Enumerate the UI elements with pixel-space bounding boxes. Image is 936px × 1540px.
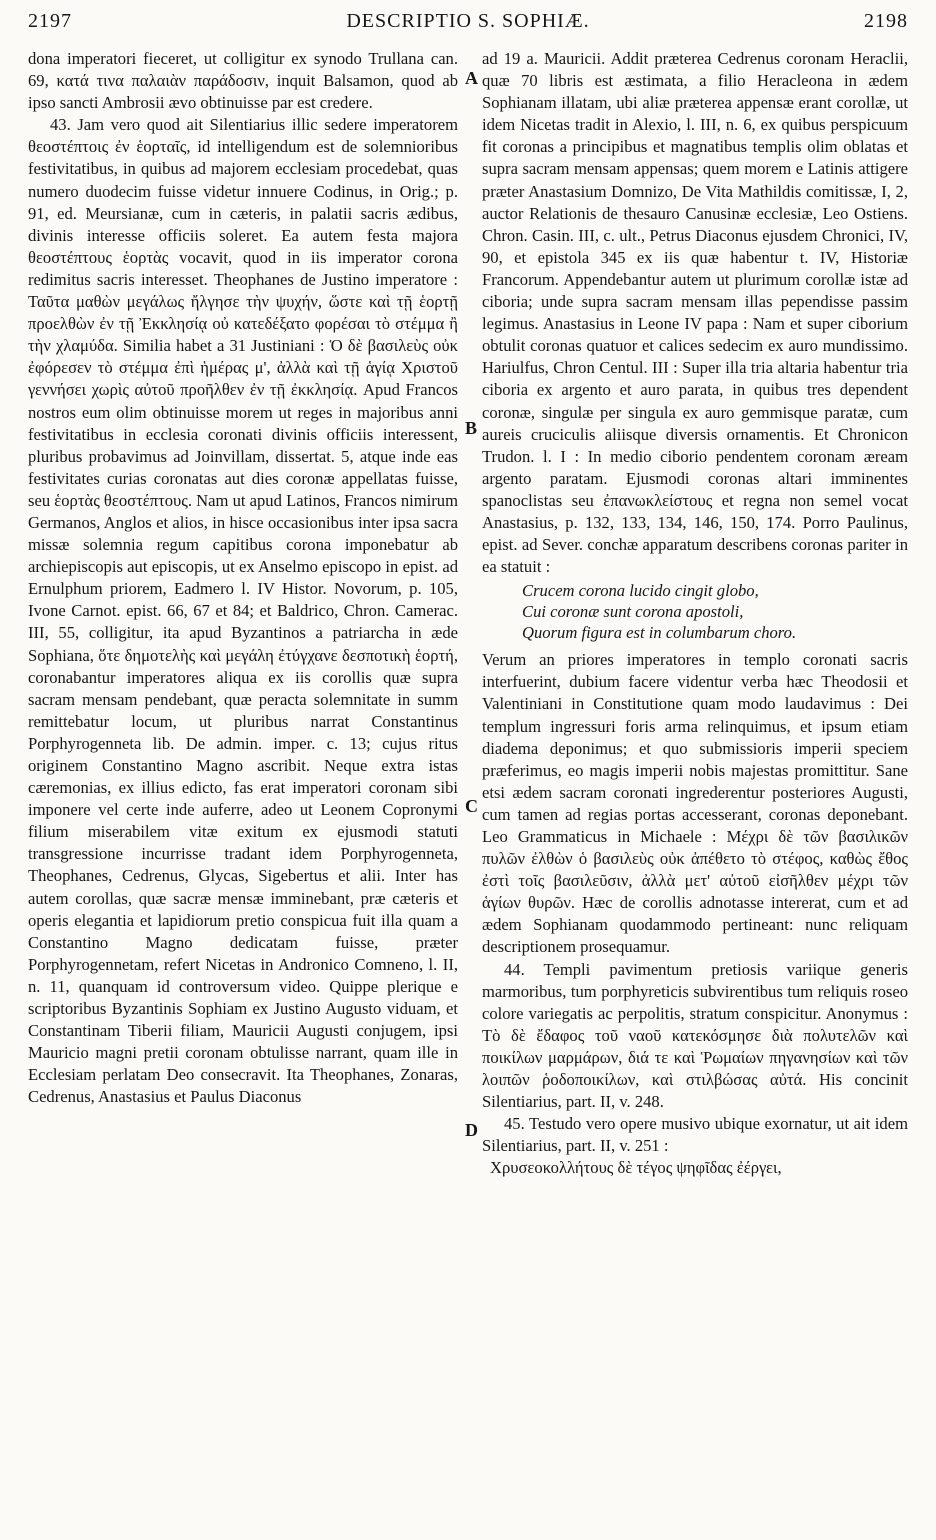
verse-line: Quorum figura est in columbarum choro. <box>522 623 797 643</box>
section-marker-a: A <box>465 68 478 88</box>
verse-quotation <box>482 580 908 643</box>
paragraph-45: 45. Testudo vero opere musivo ubique exornatur, ut ait idem Silentiarius, part. II, v. 251 : <box>482 1114 908 1156</box>
paragraph-continuation: dona imperatori fieceret, ut colligitur ex synodo Trullana can. 69, κατά τινα παλαιὰν παράδοσιν, inquit Balsamon, quod ab ipso sancti Ambrosii ævo obtinuisse par est credere. <box>28 49 458 113</box>
section-marker-d: D <box>465 1120 478 1140</box>
page-number-right: 2198 <box>864 10 908 32</box>
section-marker-c: C <box>465 796 478 816</box>
page-number-left: 2197 <box>28 10 72 32</box>
verse-line: Crucem corona lucido cingit globo, <box>522 581 759 601</box>
right-column <box>482 48 908 1180</box>
paragraph-44: 44. Templi pavimentum pretiosis variique generis marmoribus, tum porphyreticis subvirentibus tum reliquis roseo colore variegatis ac perpolitis, stratum conspicitur. Anonymus : Τὸ δὲ ἔδαφος τοῦ ναοῦ κατεκόσμησε διὰ πολυτελῶν καὶ ποικίλων μαρμάρων, διά τε καὶ Ῥωμαίων πηγανησίων καὶ τῶν λοιπῶν ῥοδοποικίλων, καὶ στιλβώσας αὐτά. His concinit Silentiarius, part. II, v. 248. <box>482 959 908 1112</box>
page-header <box>28 6 908 46</box>
paragraph-continued-right: ad 19 a. Mauricii. Addit præterea Cedrenus coronam Heraclii, quæ 70 libris est æstimata, a filio Heracleona in ædem Sophianam illatam, ubi aliæ præterea appensæ erant corollæ, ut idem Nicetas tradit in Alexio, l. III, n. 6, ex quibus perspicuum fit coronas a principibus et magnatibus templis olim oblatas et supra sacram mensam appensas; quem morem e Latinis attigere præter Anastasium Domnizo, De Vita Mathildis comitissæ, I, 2, auctor Relationis de thesauro Canusinæ ecclesiæ, Leo Ostiens. Chron. Casin. III, c. ult., Petrus Diaconus ejusdem Chronici, IV, 90, et epistola 345 ex iis quæ habentur t. IV, Historiæ Francorum. Appendebantur autem ut plurimum corollæ istæ ad ciboria; unde supra sacram mensam illas pependisse passim legimus. Anastasius in Leone IV papa : Nam et super ciborium obtulit coronas quatuor et calices sedecim ex auro mundissimo. Hariulfus, Chron Centul. III : Super illa tria altaria habentur tria ciboria ex argento et auro parata, in quibus tres dependent coronæ, singulæ per singula ex auro gemmisque paratæ, cum aureis cruciculis aliisque diversis ornamentis. Et Chronicon Trudon. l. I : In medio ciborio pendentem coronam æream argento paratam. Ejusmodi coronas altari imminentes spanoclistas seu ἐπανωκλείστους et regna non semel vocat Anastasius, p. 132, 133, 134, 146, 150, 174. Porro Paulinus, epist. ad Sever. conchæ apparatum describens coronas pariter in ea statuit : <box>482 49 908 577</box>
running-title: DESCRIPTIO S. SOPHIÆ. <box>346 10 590 32</box>
greek-quotation-line: Χρυσεοκολλήτους δὲ τέγος ψηφῖδας ἐέργει, <box>490 1158 782 1178</box>
paragraph-coronation: Verum an priores imperatores in templo coronati sacris interfuerint, dubium facere videntur verba hæc Theodosii et Valentiniani in Constitutione quam modo laudavimus : Dei templum ingressuri foris arma relinquimus, et ipsum etiam diadema deponimus; et quo submissioris imperii speciem præferimus, eo magis imperii nobis majestas promittitur. Sane etsi ædem sacram coronati ingrederentur posteriores Augusti, cum tamen ad regias portas accesserant, coronas deponebant. Leo Grammaticus in Michaele : Μέχρι δὲ τῶν βασιλικῶν πυλῶν ἐλθὼν ὁ βασιλεὺς οὐκ ἀπέθετο τὸ στέφος, καθὼς ἔθος ἐστὶ τοῖς βασιλεῦσιν, ἀλλὰ μετ' αὐτοῦ εἰσῆλθεν μέχρι τῶν ἁγίων θυρῶν. Hæc de corollis adnotasse intererat, cum et ad ædem Sophianam quodammodo pertineant: nunc reliquam descriptionem prosequamur. <box>482 650 908 957</box>
paragraph-43: 43. Jam vero quod ait Silentiarius illic sedere imperatorem θεοστέπτοις ἐν ἑορταῖς, id intelligendum est de solemnioribus festivitatibus, in quibus ad majorem ecclesiam procedebat, quas numero duodecim fuisse videtur innuere Codinus, in Orig.; p. 91, ed. Meursianæ, cum in cæteris, in palatii sacris ædibus, divinis interesse officiis soleret. Ea autem festa majora θεοστέπτους ἑορτὰς vocavit, quod in iis imperator corona redimitus sacris interesset. Theophanes de Justino imperatore : Ταῦτα μαθὼν μεγάλως ἤλγησε τὴν ψυχήν, ὥστε καὶ τῇ ἑορτῇ προελθὼν ἐν τῇ Ἐκκλησίᾳ οὐ κατεδέξατο φορέσαι τὸ στέμμα ἢ τὴν χλαμύδα. Similia habet a 31 Justiniani : Ὁ δὲ βασιλεὺς οὐκ ἐφόρεσεν τὸ στέμμα ἐπὶ ἡμέρας μ', ἀλλὰ καὶ τῇ ἁγίᾳ Χριστοῦ γεννήσει χωρὶς αὐτοῦ προῆλθεν ἐν τῇ ἐκκλησίᾳ. Apud Francos nostros eum olim obtinuisse morem ut reges in majoribus anni festivitatibus in ecclesia coronati divinis officiis interessent, pluribus probavimus ad Joinvillam, dissertat. 5, atque inde eas festivitates curias coronatas aut dies coronæ appellatas fuisse, seu ἑορτὰς θεοστέπτους. Nam ut apud Latinos, Francos nimirum Germanos, Anglos et alios, in hisce occasionibus inter ipsa sacra missæ solemnia regum capitibus corona imponebatur ab archiepiscopis aut episcopis, ut ex Anselmo episcopo in epist. ad Ernulphum priorem, Eadmero l. IV Histor. Novorum, p. 105, Ivone Carnot. epist. 66, 67 et 84; et Baldrico, Chron. Camerac. III, 55, colligitur, ita apud Byzantinos a patriarcha in æde Sophiana, ὅτε δημοτελὴς καὶ μεγάλη ἐτύγχανε δεσποτικὴ ἑορτή, coronabantur imperatores aliqua ex iis corollis quæ supra sacram mensam pendebant, quæ peracta solemnitate in summ remittebatur locum, ut pluribus narrat Constantinus Porphyrogenneta lib. De admin. imper. c. 13; cujus ritus originem Constantino Magno ascribit. Neque extra istas cæremonias, ex illius edicto, fas erat imperatori coronam sibi imponere vel certe inde auferre, adeo ut Leonem Copronymi filium miserabilem vitæ exitum ex ejusmodi statuti transgressione incurrisse tradant idem Porphyrogenneta, Theophanes, Cedrenus, Glycas, Sigebertus et alii. Inter has autem corollas, quæ sacræ mensæ imminebant, præ cæteris et operis elegantia et lapidiorum pretio conspicua fuit illa quam a Constantino Magno dedicatam fuisse, præter Porphyrogennetam, refert Nicetas in Andronico Comneno, l. II, n. 11, quanquam id controversum video. Quippe plerique e scriptoribus Byzantinis Sophiam ex Justino Augusto viduam, et Constantinam Tiberii filiam, Mauricii Augusti conjugem, ipsi Mauricio magni pretii coronam obtulisse narrant, quam ille in Ecclesiam perlatam Deo consecravit. Ita Theophanes, Zonaras, Cedrenus, Anastasius et Paulus Diaconus <box>28 115 458 1107</box>
left-column <box>28 48 458 1109</box>
section-marker-b: B <box>465 418 478 438</box>
verse-line: Cui coronæ sunt corona apostoli, <box>522 602 744 622</box>
